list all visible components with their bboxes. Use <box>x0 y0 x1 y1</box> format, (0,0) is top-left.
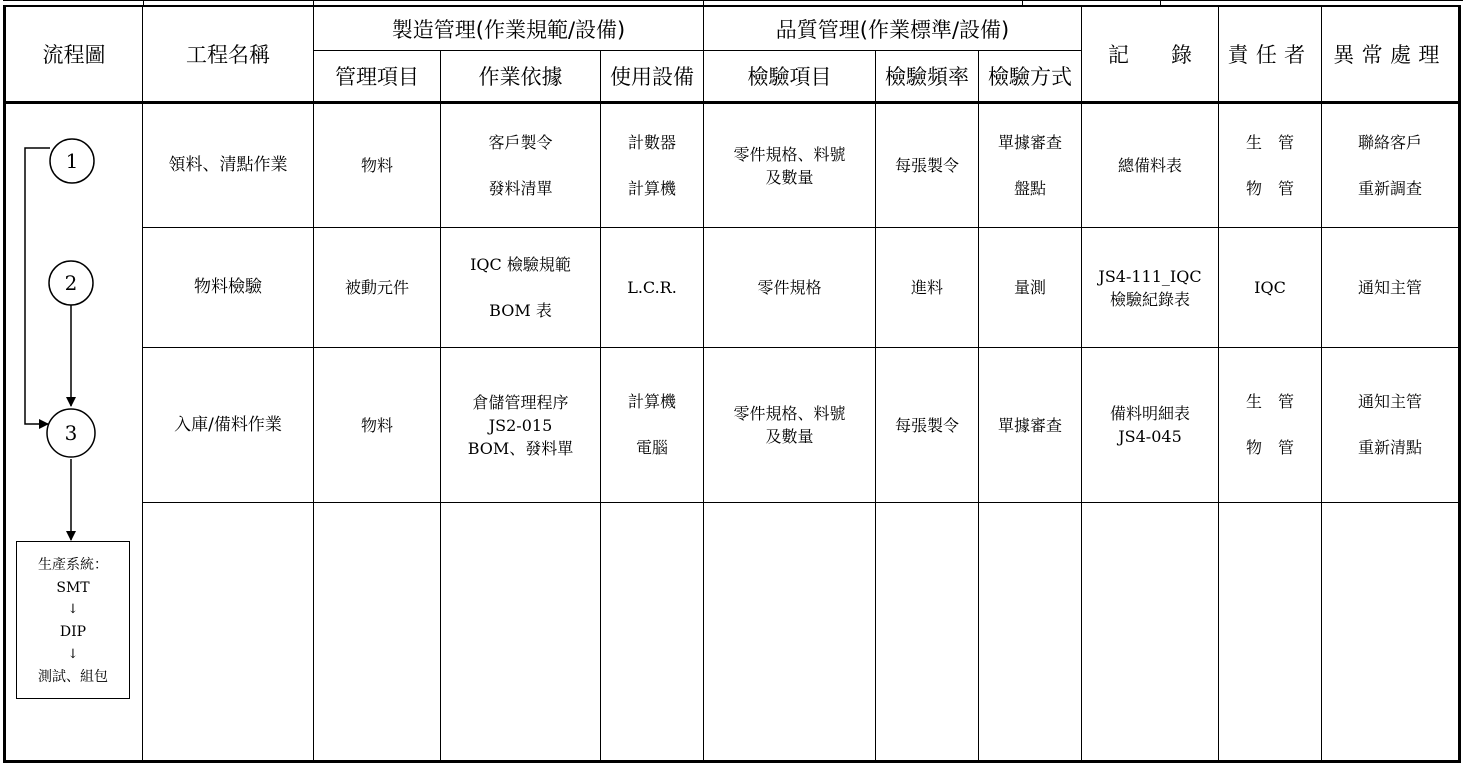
flow-node-2-label: 2 <box>64 271 78 295</box>
stub <box>143 0 144 6</box>
row-2-inspect-item: 零件規格 <box>757 278 822 297</box>
row-3-inspect-item <box>704 348 875 502</box>
row-1-inspect-method-line: 盤點 <box>1013 178 1046 198</box>
header-mgmt-item: 管理項目 <box>335 65 419 89</box>
row-2-responsible: IQC <box>1254 278 1286 297</box>
row-3-basis <box>441 348 600 502</box>
row-3-exception-line: 重新清點 <box>1357 438 1422 457</box>
row-1-responsible <box>1219 104 1321 227</box>
row-3-inspect-item-line: 及數量 <box>765 427 814 446</box>
header-responsible: 責任者 <box>1227 43 1313 67</box>
row-2-mgmt-item: 被動元件 <box>344 278 409 297</box>
row-3-responsible <box>1219 348 1321 502</box>
row-1-basis-line: 發料清單 <box>488 178 553 198</box>
row-2-process: 物料檢驗 <box>194 277 262 297</box>
header-quality-group: 品質管理(作業標準/設備) <box>775 17 1010 42</box>
loop-arrow-1-to-3 <box>25 148 50 424</box>
header-exception: 異常處理 <box>1333 43 1447 67</box>
top-line <box>3 0 1463 1</box>
row-2-equipment: L.C.R. <box>627 278 677 297</box>
table-bottom-border <box>3 760 1461 763</box>
row-2-basis-line: IQC 檢驗規範 <box>470 254 571 274</box>
row-2-inspect-freq: 進料 <box>910 278 943 297</box>
row-3-inspect-freq: 每張製令 <box>894 415 959 435</box>
production-system-box <box>16 541 130 699</box>
row-1-process: 領料、清點作業 <box>168 155 288 175</box>
row-3-basis-line: BOM、發料單 <box>467 438 574 458</box>
header-process-name: 工程名稱 <box>186 43 270 67</box>
down-arrow-icon: ↓ <box>67 602 79 617</box>
row-3-responsible-line: 物 管 <box>1245 438 1294 457</box>
row-3-record <box>1082 348 1218 502</box>
flow-node-1-label: 1 <box>65 149 79 173</box>
row-1-exception-line: 聯絡客戶 <box>1357 132 1422 152</box>
production-step-test-pack: 測試、組包 <box>38 668 108 685</box>
row-1-basis <box>441 104 600 227</box>
stub <box>1160 0 1161 6</box>
row-2-record-line: JS4-111_IQC <box>1098 266 1202 286</box>
row-1-basis-line: 客戶製令 <box>488 132 553 152</box>
row-3-inspect-method: 單據審查 <box>997 415 1062 435</box>
row-3-equipment-line: 計算機 <box>627 392 676 411</box>
row-1-record: 總備料表 <box>1117 156 1182 175</box>
row-1-exception <box>1322 104 1458 227</box>
row-1-mgmt-item: 物料 <box>360 156 393 175</box>
row-3-record-line: 備料明細表 <box>1109 404 1190 423</box>
row-2-record-line: 檢驗紀錄表 <box>1109 289 1190 309</box>
stub <box>1022 0 1023 6</box>
row-1-responsible-line: 生 管 <box>1245 132 1294 152</box>
header-record: 記 錄 <box>1108 43 1192 67</box>
row-2-inspect-method: 量測 <box>1013 278 1046 297</box>
header-flowchart: 流程圖 <box>42 43 106 67</box>
production-step-smt: SMT <box>56 579 90 596</box>
row-1-equipment-line: 計算機 <box>627 178 676 198</box>
header-basis: 作業依據 <box>478 65 563 89</box>
row-3-exception-line: 通知主管 <box>1357 392 1422 411</box>
row-1-equipment <box>601 104 703 227</box>
row-3-mgmt-item: 物料 <box>360 415 393 435</box>
production-system-title: 生產系統： <box>38 557 108 573</box>
row-1-inspect-freq: 每張製令 <box>894 156 959 175</box>
row-2-basis-line: BOM 表 <box>489 300 552 320</box>
row-3-equipment-line: 電腦 <box>635 438 668 457</box>
row-1-equipment-line: 計數器 <box>627 132 676 152</box>
row-3-process: 入庫/備料作業 <box>174 414 282 435</box>
row-1-inspect-method-line: 單據審查 <box>997 132 1062 152</box>
row-2-basis <box>441 228 600 347</box>
row-1-exception-line: 重新調查 <box>1357 178 1422 198</box>
row-3-basis-line: JS2-015 <box>488 415 553 435</box>
row-3-record-line: JS4-045 <box>1118 427 1182 446</box>
row-1-inspect-item-line: 零件規格、料號 <box>733 144 846 164</box>
row-2-record <box>1082 228 1218 347</box>
flow-node-3-label: 3 <box>64 421 78 445</box>
header-inspect-item: 檢驗項目 <box>747 65 832 89</box>
row-3-exception <box>1322 348 1458 502</box>
header-inspect-freq: 檢驗頻率 <box>885 65 969 89</box>
row-1-responsible-line: 物 管 <box>1245 178 1294 198</box>
table-right-border <box>1458 5 1461 763</box>
row-3-basis-line: 倉儲管理程序 <box>472 392 569 412</box>
row-1-inspect-item <box>704 104 875 227</box>
header-manufacturing-group: 製造管理(作業規範/設備) <box>391 17 626 42</box>
row-3-responsible-line: 生 管 <box>1245 392 1294 411</box>
row-2-exception: 通知主管 <box>1357 278 1422 297</box>
header-inspect-method: 檢驗方式 <box>988 65 1072 89</box>
row-3-inspect-item-line: 零件規格、料號 <box>733 404 846 423</box>
header-equipment: 使用設備 <box>610 65 694 89</box>
production-step-dip: DIP <box>59 624 87 640</box>
row-3-bottom-line <box>142 502 1461 503</box>
row-1-inspect-method <box>979 104 1081 227</box>
row-1-inspect-item-line: 及數量 <box>765 167 814 187</box>
down-arrow-icon: ↓ <box>67 646 79 662</box>
row-3-equipment <box>601 348 703 502</box>
